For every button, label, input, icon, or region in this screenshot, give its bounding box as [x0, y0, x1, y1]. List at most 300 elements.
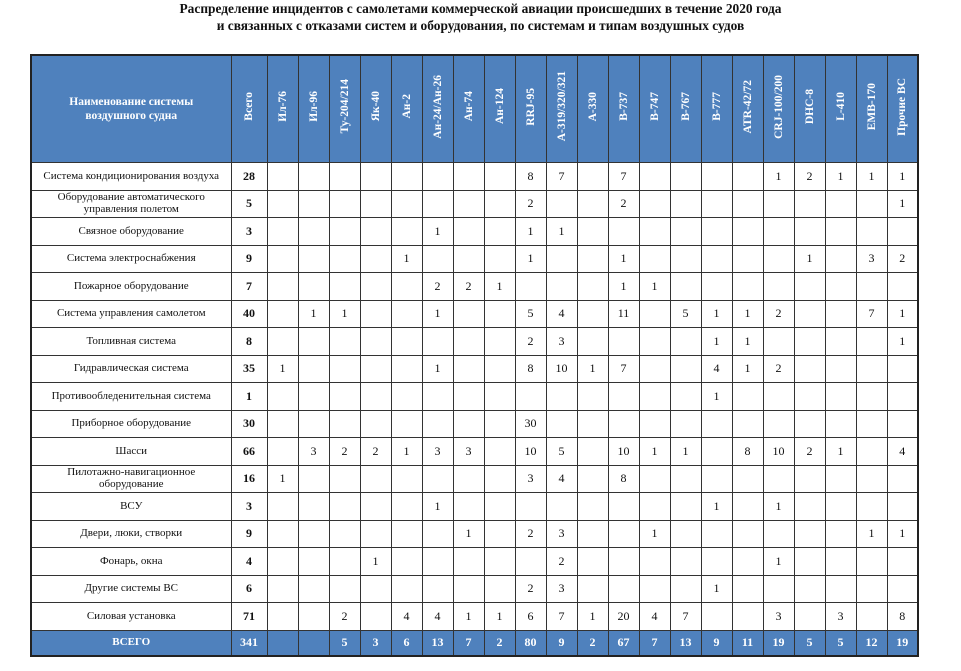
row-total-cell: 71: [231, 603, 267, 631]
count-cell: [794, 218, 825, 246]
count-cell: 7: [546, 163, 577, 191]
count-cell: 1: [608, 273, 639, 301]
count-cell: [701, 603, 732, 631]
count-cell: [484, 328, 515, 356]
column-header-label: RRJ-95: [524, 87, 537, 126]
column-header: [267, 55, 298, 163]
count-cell: 2: [577, 630, 608, 656]
count-cell: [453, 465, 484, 493]
count-cell: [329, 218, 360, 246]
count-cell: [360, 190, 391, 218]
count-cell: 1: [825, 438, 856, 466]
count-cell: 8: [515, 355, 546, 383]
count-cell: [267, 520, 298, 548]
count-cell: 8: [887, 603, 918, 631]
system-name-cell: Приборное оборудование: [31, 410, 231, 438]
count-cell: [732, 273, 763, 301]
count-cell: [732, 548, 763, 576]
row-total-cell: 8: [231, 328, 267, 356]
count-cell: [670, 190, 701, 218]
count-cell: [360, 328, 391, 356]
count-cell: [856, 465, 887, 493]
count-cell: [267, 630, 298, 656]
count-cell: [298, 245, 329, 273]
count-cell: 2: [794, 163, 825, 191]
system-name-cell: Система кондиционирования воздуха: [31, 163, 231, 191]
count-cell: [825, 465, 856, 493]
count-cell: 1: [794, 245, 825, 273]
count-cell: [422, 245, 453, 273]
column-header-label: CRJ-100/200: [772, 74, 785, 139]
count-cell: 1: [887, 300, 918, 328]
count-cell: [484, 383, 515, 411]
count-cell: [391, 493, 422, 521]
row-total-cell: 4: [231, 548, 267, 576]
count-cell: [546, 273, 577, 301]
count-cell: [577, 190, 608, 218]
count-cell: 1: [515, 245, 546, 273]
count-cell: [360, 245, 391, 273]
count-cell: [887, 355, 918, 383]
count-cell: [484, 163, 515, 191]
count-cell: [639, 245, 670, 273]
row-total-cell: 66: [231, 438, 267, 466]
count-cell: [577, 218, 608, 246]
count-cell: [670, 575, 701, 603]
count-cell: [267, 410, 298, 438]
count-cell: [639, 355, 670, 383]
count-cell: 7: [453, 630, 484, 656]
count-cell: 1: [670, 438, 701, 466]
count-cell: [670, 410, 701, 438]
count-cell: [701, 190, 732, 218]
count-cell: 1: [887, 190, 918, 218]
column-header: [794, 55, 825, 163]
count-cell: [329, 410, 360, 438]
system-name-cell: Двери, люки, створки: [31, 520, 231, 548]
count-cell: [639, 163, 670, 191]
count-cell: [763, 575, 794, 603]
count-cell: [794, 328, 825, 356]
count-cell: [639, 383, 670, 411]
count-cell: [453, 328, 484, 356]
count-cell: [360, 383, 391, 411]
column-header-label: Всего: [243, 92, 255, 121]
count-cell: [329, 493, 360, 521]
count-cell: 80: [515, 630, 546, 656]
count-cell: 2: [515, 190, 546, 218]
column-header: [391, 55, 422, 163]
count-cell: 2: [515, 328, 546, 356]
system-name-cell: Система электроснабжения: [31, 245, 231, 273]
column-header: [422, 55, 453, 163]
count-cell: 7: [639, 630, 670, 656]
count-cell: 1: [298, 300, 329, 328]
count-cell: [732, 245, 763, 273]
count-cell: [856, 548, 887, 576]
count-cell: 3: [298, 438, 329, 466]
count-cell: 1: [763, 493, 794, 521]
count-cell: [639, 218, 670, 246]
table-row: [31, 355, 918, 383]
count-cell: [670, 383, 701, 411]
column-header: [639, 55, 670, 163]
count-cell: [887, 493, 918, 521]
count-cell: 1: [732, 328, 763, 356]
count-cell: [732, 465, 763, 493]
count-cell: [670, 465, 701, 493]
count-cell: [298, 520, 329, 548]
count-cell: [825, 383, 856, 411]
count-cell: [701, 520, 732, 548]
count-cell: 1: [856, 163, 887, 191]
column-header: [453, 55, 484, 163]
count-cell: [608, 520, 639, 548]
column-header: [763, 55, 794, 163]
column-header: [887, 55, 918, 163]
column-header: [360, 55, 391, 163]
count-cell: [422, 465, 453, 493]
count-cell: 2: [329, 438, 360, 466]
count-cell: [732, 603, 763, 631]
count-cell: [794, 575, 825, 603]
count-cell: [391, 520, 422, 548]
count-cell: [329, 575, 360, 603]
count-cell: [577, 328, 608, 356]
table-row: [31, 383, 918, 411]
count-cell: [701, 438, 732, 466]
count-cell: 1: [701, 383, 732, 411]
count-cell: [825, 493, 856, 521]
count-cell: [267, 575, 298, 603]
count-cell: [546, 383, 577, 411]
column-header-label: Ан-2: [400, 94, 413, 119]
row-total-cell: 341: [231, 630, 267, 656]
count-cell: [763, 520, 794, 548]
count-cell: [763, 245, 794, 273]
count-cell: [670, 218, 701, 246]
count-cell: [515, 383, 546, 411]
count-cell: [732, 410, 763, 438]
count-cell: [329, 355, 360, 383]
column-header: [856, 55, 887, 163]
count-cell: [732, 493, 763, 521]
count-cell: [484, 548, 515, 576]
count-cell: [391, 410, 422, 438]
count-cell: [763, 383, 794, 411]
count-cell: [453, 383, 484, 411]
table-row: [31, 410, 918, 438]
count-cell: 4: [546, 300, 577, 328]
count-cell: [329, 273, 360, 301]
count-cell: [639, 328, 670, 356]
column-header: [515, 55, 546, 163]
system-name-cell: Шасси: [31, 438, 231, 466]
system-name-cell: ВСУ: [31, 493, 231, 521]
column-header-label: Ил-96: [307, 91, 320, 122]
column-header: [484, 55, 515, 163]
count-cell: [453, 548, 484, 576]
system-name-cell: Пожарное оборудование: [31, 273, 231, 301]
row-total-cell: 3: [231, 218, 267, 246]
count-cell: [887, 465, 918, 493]
count-cell: [577, 493, 608, 521]
count-cell: [298, 190, 329, 218]
count-cell: 10: [608, 438, 639, 466]
count-cell: 1: [856, 520, 887, 548]
count-cell: 1: [577, 603, 608, 631]
count-cell: [391, 383, 422, 411]
count-cell: [856, 493, 887, 521]
column-header: [825, 55, 856, 163]
column-header: [231, 55, 267, 163]
count-cell: 4: [422, 603, 453, 631]
row-total-cell: 16: [231, 465, 267, 493]
system-name-cell: Пилотажно-навигационное оборудование: [31, 465, 231, 493]
count-cell: [825, 548, 856, 576]
count-cell: 1: [825, 163, 856, 191]
count-cell: [608, 548, 639, 576]
count-cell: [608, 575, 639, 603]
count-cell: [453, 245, 484, 273]
count-cell: [701, 218, 732, 246]
count-cell: 4: [546, 465, 577, 493]
count-cell: [763, 273, 794, 301]
count-cell: [484, 355, 515, 383]
table-row: [31, 438, 918, 466]
column-header: [608, 55, 639, 163]
table-row: [31, 465, 918, 493]
column-header: [329, 55, 360, 163]
count-cell: 1: [732, 355, 763, 383]
count-cell: [298, 548, 329, 576]
count-cell: [360, 218, 391, 246]
count-cell: 7: [856, 300, 887, 328]
count-cell: 2: [763, 300, 794, 328]
count-cell: 1: [484, 273, 515, 301]
count-cell: [453, 163, 484, 191]
count-cell: 8: [732, 438, 763, 466]
count-cell: [670, 245, 701, 273]
count-cell: [856, 575, 887, 603]
count-cell: [267, 163, 298, 191]
count-cell: 7: [546, 603, 577, 631]
incidents-table: [30, 54, 919, 657]
count-cell: [639, 410, 670, 438]
count-cell: [453, 493, 484, 521]
count-cell: 2: [887, 245, 918, 273]
count-cell: 2: [484, 630, 515, 656]
count-cell: [267, 603, 298, 631]
count-cell: [329, 190, 360, 218]
count-cell: [391, 300, 422, 328]
count-cell: [391, 218, 422, 246]
count-cell: [794, 190, 825, 218]
count-cell: 1: [887, 520, 918, 548]
title-line-1: Распределение инцидентов с самолетами коммерческой авиации происшедших в течение 2020 года: [179, 1, 782, 16]
count-cell: [484, 300, 515, 328]
count-cell: 1: [422, 300, 453, 328]
row-total-cell: 35: [231, 355, 267, 383]
count-cell: [856, 218, 887, 246]
count-cell: 67: [608, 630, 639, 656]
count-cell: 11: [732, 630, 763, 656]
grand-total-row: [31, 630, 918, 656]
column-header-label: DHC-8: [803, 88, 816, 125]
count-cell: 7: [608, 163, 639, 191]
count-cell: [670, 273, 701, 301]
count-cell: [856, 603, 887, 631]
count-cell: [484, 575, 515, 603]
table-row: [31, 218, 918, 246]
count-cell: [484, 520, 515, 548]
count-cell: [670, 493, 701, 521]
count-cell: [267, 245, 298, 273]
count-cell: [360, 163, 391, 191]
count-cell: [298, 355, 329, 383]
count-cell: 13: [670, 630, 701, 656]
count-cell: [608, 328, 639, 356]
table-row: [31, 273, 918, 301]
count-cell: 1: [360, 548, 391, 576]
count-cell: 1: [639, 273, 670, 301]
count-cell: [577, 465, 608, 493]
count-cell: [608, 218, 639, 246]
count-cell: 4: [701, 355, 732, 383]
column-header-label: Ан-124: [493, 88, 506, 125]
count-cell: 1: [422, 355, 453, 383]
count-cell: 2: [608, 190, 639, 218]
count-cell: [298, 493, 329, 521]
count-cell: 1: [267, 355, 298, 383]
count-cell: 11: [608, 300, 639, 328]
count-cell: 2: [794, 438, 825, 466]
count-cell: [856, 383, 887, 411]
count-cell: [732, 575, 763, 603]
count-cell: 1: [391, 245, 422, 273]
count-cell: [577, 383, 608, 411]
count-cell: [639, 548, 670, 576]
count-cell: [639, 575, 670, 603]
row-total-cell: 9: [231, 520, 267, 548]
count-cell: [422, 520, 453, 548]
header-row: [31, 55, 918, 163]
column-header: [298, 55, 329, 163]
count-cell: [360, 355, 391, 383]
table-row: [31, 603, 918, 631]
count-cell: [732, 163, 763, 191]
count-cell: [701, 465, 732, 493]
count-cell: 12: [856, 630, 887, 656]
count-cell: [825, 410, 856, 438]
column-header-label: Ту-204/214: [338, 79, 351, 134]
system-name-cell: Фонарь, окна: [31, 548, 231, 576]
count-cell: 2: [515, 520, 546, 548]
count-cell: [391, 328, 422, 356]
count-cell: [329, 548, 360, 576]
column-header: [577, 55, 608, 163]
count-cell: 8: [608, 465, 639, 493]
count-cell: [391, 548, 422, 576]
system-name-cell: Оборудование автоматического управления полетом: [31, 190, 231, 218]
count-cell: [484, 245, 515, 273]
count-cell: [360, 603, 391, 631]
count-cell: 1: [422, 493, 453, 521]
count-cell: [391, 190, 422, 218]
count-cell: 3: [546, 575, 577, 603]
count-cell: [887, 273, 918, 301]
count-cell: [298, 465, 329, 493]
count-cell: [298, 603, 329, 631]
count-cell: 1: [701, 300, 732, 328]
column-header-label: Ил-76: [276, 91, 289, 122]
column-header: [546, 55, 577, 163]
count-cell: 1: [732, 300, 763, 328]
count-cell: [639, 465, 670, 493]
count-cell: [267, 300, 298, 328]
count-cell: [608, 493, 639, 521]
count-cell: [701, 273, 732, 301]
count-cell: [329, 328, 360, 356]
count-cell: 2: [515, 575, 546, 603]
count-cell: 5: [329, 630, 360, 656]
count-cell: [298, 218, 329, 246]
count-cell: [484, 465, 515, 493]
count-cell: [639, 190, 670, 218]
count-cell: 1: [577, 355, 608, 383]
row-total-cell: 6: [231, 575, 267, 603]
system-name-cell: Силовая установка: [31, 603, 231, 631]
count-cell: [422, 575, 453, 603]
count-cell: 1: [887, 328, 918, 356]
count-cell: [484, 190, 515, 218]
count-cell: [453, 355, 484, 383]
count-cell: 1: [608, 245, 639, 273]
row-total-cell: 5: [231, 190, 267, 218]
row-total-cell: 30: [231, 410, 267, 438]
count-cell: [360, 493, 391, 521]
count-cell: [887, 410, 918, 438]
table-row: [31, 493, 918, 521]
count-cell: [267, 493, 298, 521]
column-header-label: Ан-24/Ан-26: [431, 74, 444, 139]
count-cell: 1: [763, 548, 794, 576]
count-cell: 1: [453, 520, 484, 548]
count-cell: [794, 355, 825, 383]
count-cell: [825, 575, 856, 603]
count-cell: [887, 218, 918, 246]
system-name-header: Наименование системы воздушного судна: [31, 55, 231, 163]
count-cell: 10: [546, 355, 577, 383]
column-header-label: В-747: [648, 92, 661, 121]
count-cell: 6: [391, 630, 422, 656]
column-header: [732, 55, 763, 163]
count-cell: [701, 548, 732, 576]
count-cell: [825, 520, 856, 548]
count-cell: [360, 575, 391, 603]
count-cell: [732, 383, 763, 411]
count-cell: [794, 273, 825, 301]
column-header-label: В-777: [710, 92, 723, 121]
grand-total-label: ВСЕГО: [31, 630, 231, 656]
count-cell: [453, 218, 484, 246]
count-cell: 4: [887, 438, 918, 466]
table-row: [31, 163, 918, 191]
table-body: [31, 163, 918, 656]
count-cell: [422, 328, 453, 356]
count-cell: [515, 493, 546, 521]
count-cell: [546, 493, 577, 521]
